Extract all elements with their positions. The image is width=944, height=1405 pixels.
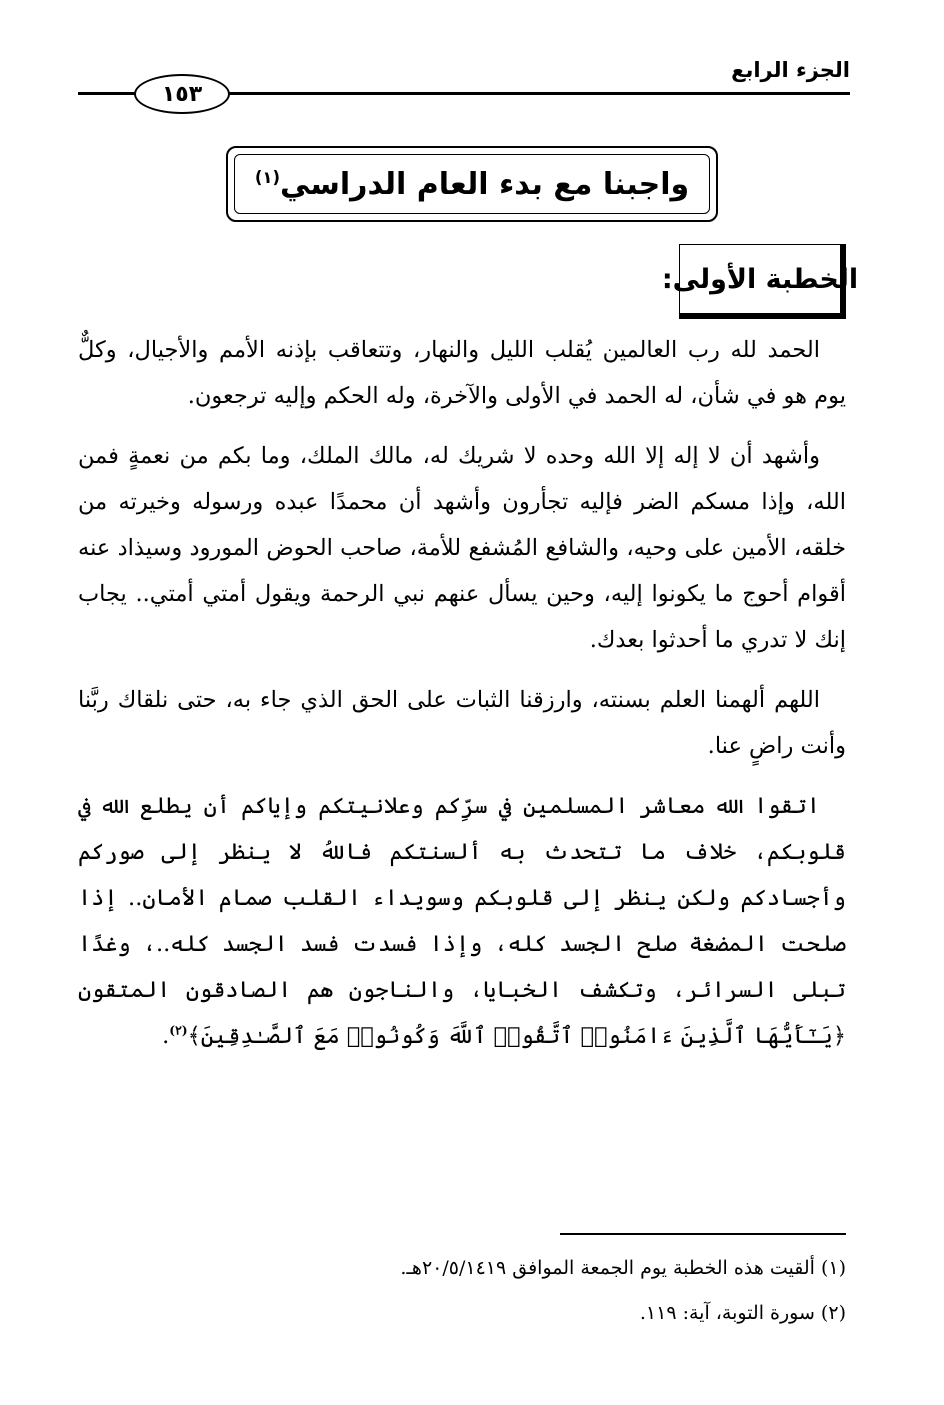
- chapter-title-inner-frame: [234, 154, 710, 214]
- footnotes: [78, 1246, 846, 1336]
- chapter-footnote-ref: (١): [254, 167, 281, 187]
- chapter-title-frame: [226, 146, 718, 222]
- verse-footnote-ref: (٢): [169, 1022, 188, 1038]
- paragraph-exhortation: [78, 783, 846, 1059]
- paragraph-testimony: وأشهد أن لا إله إلا الله وحده لا شريك له، مالك الملك، وما بكم من نعمةٍ فمن الله، وإذا مسكم الضر فإليه تجأرون وأشهد أن محمدًا عبده ورسوله وخيرته من خلقه، الأمين على وحيه، والشافع المُشفع للأمة، صاحب الحوض المورود وسيذاد عنه أقوام أحوج ما يكونوا إليه، وحين يسأل عنهم نبي الرحمة ويقول أمتي أمتي.. يجاب إنك لا تدري ما أحدثوا بعدك.: [78, 443, 846, 653]
- quran-verse: ﴿يَـٰٓأَيُّهَا ٱلَّذِينَ ءَامَنُوا۟ ٱتَّقُوا۟ ٱللَّهَ وَكُونُوا۟ مَعَ ٱلصَّـٰدِقِينَ﴾: [187, 1023, 846, 1049]
- page-number: ١٥٣: [134, 74, 230, 114]
- sermon-body: [78, 327, 846, 1073]
- chapter-title-text: واجبنا مع بدء العام الدراسي: [280, 166, 690, 202]
- paragraph-praise: الحمد لله رب العالمين يُقلب الليل والنهار، وتتعاقب بإذنه الأمم والأجيال، وكلٌّ يوم هو في شأن، له الحمد في الأولى والآخرة، وله الحكم وإليه ترجعون.: [78, 337, 846, 409]
- footnote-item: (١) ألقيت هذه الخطبة يوم الجمعة الموافق ٢٠/٥/١٤١٩هـ.: [400, 1257, 846, 1279]
- paragraph-supplication: اللهم ألهمنا العلم بسنته، وارزقنا الثبات على الحق الذي جاء به، حتى نلقاك ربَّنا وأنت راضٍ عنا.: [78, 687, 846, 759]
- running-header-title: الجزء الرابع: [731, 58, 850, 82]
- exhortation-text: اتقوا الله معاشر المسلمين في سرِّكم وعلانيتكم وإياكم أن يطلع الله في قلوبكم، خلاف ما تتحدث به ألسنتكم فاللهُ لا ينظر إلى صوركم وأجسادكم ولكن ينظر إلى قلوبكم وسويداء القلب صمام الأمان.. إذا صلحت المضغة صلح الجسد كله، وإذا فسدت فسد الجسد كله..، وغدًا تبلى السرائر، وتكشف الخبايا، والناجون هم الصادقون المتقون: [78, 793, 846, 1003]
- section-heading-box: [661, 244, 859, 319]
- footnote-item: (٢) سورة التوبة، آية: ١١٩.: [639, 1302, 846, 1324]
- footnote-rule: [560, 1233, 846, 1235]
- section-heading: الخطبة الأولى:: [661, 263, 859, 295]
- chapter-title: [255, 167, 689, 202]
- end-punctuation: .: [162, 1023, 170, 1049]
